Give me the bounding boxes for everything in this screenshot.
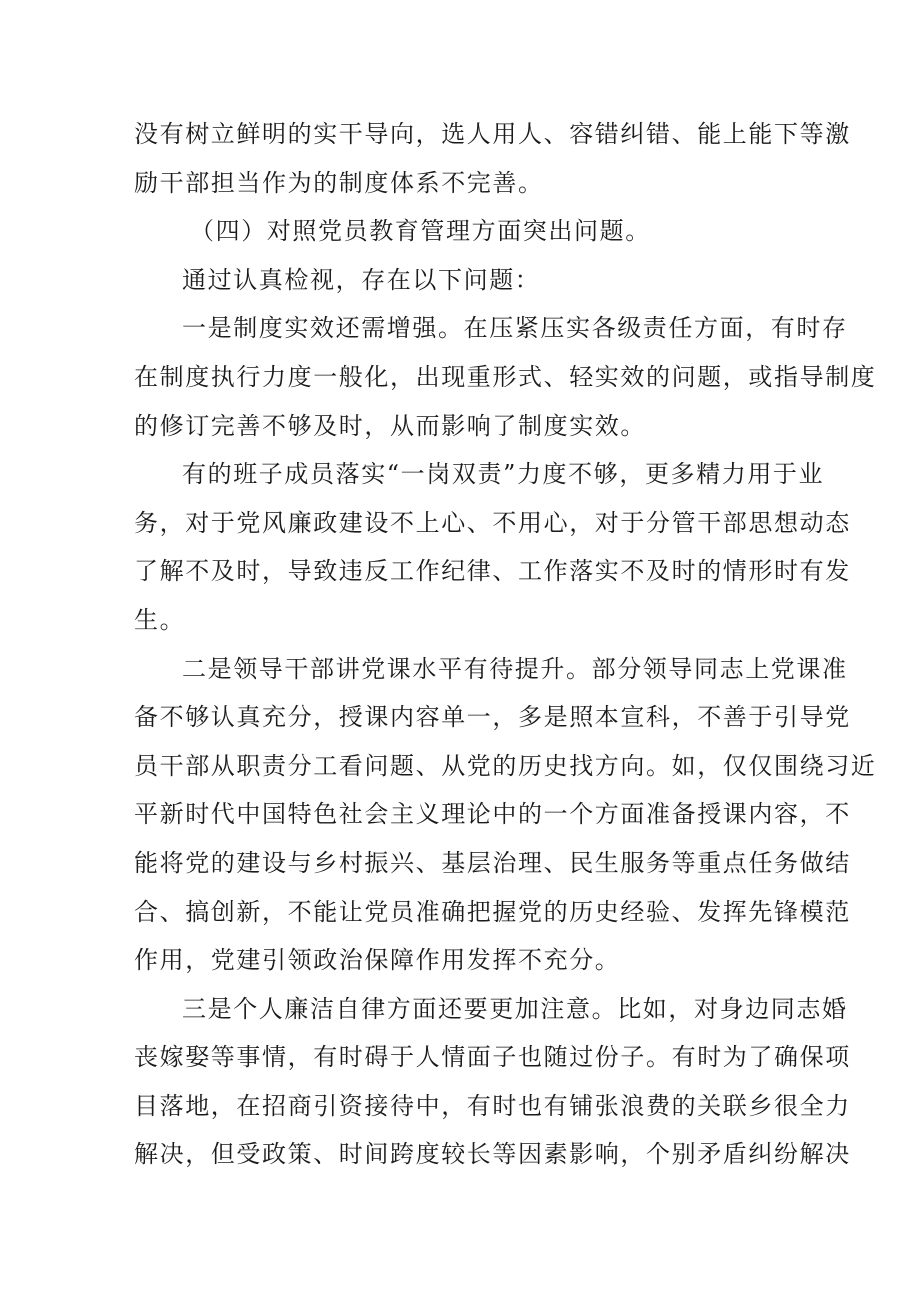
paragraph-line: 二是领导干部讲党课水平有待提升。部分领导同志上党课准	[182, 654, 848, 683]
paragraph-line: 了解不及时，导致违反工作纪律、工作落实不及时的情形时有发	[134, 557, 851, 586]
paragraph-line: 平新时代中国特色社会主义理论中的一个方面准备授课内容，不	[134, 800, 851, 829]
section-heading: （四）对照党员教育管理方面突出问题。	[190, 217, 651, 246]
paragraph-line: 一是制度实效还需增强。在压紧压实各级责任方面，有时存	[182, 314, 848, 343]
paragraph-line: 目落地，在招商引资接待中，有时也有铺张浪费的关联乡很全力	[134, 1091, 851, 1120]
paragraph-line: 生。	[134, 605, 186, 634]
paragraph-line: 的修订完善不够及时，从而影响了制度实效。	[134, 411, 646, 440]
paragraph-line: 备不够认真充分，授课内容单一，多是照本宣科，不善于引导党	[134, 703, 851, 732]
paragraph-line: 解决，但受政策、时间跨度较长等因素影响，个别矛盾纠纷解决	[134, 1140, 851, 1169]
paragraph-line: 没有树立鲜明的实干导向，选人用人、容错纠错、能上能下等激	[134, 120, 851, 148]
paragraph-line: 员干部从职责分工看问题、从党的历史找方向。如，仅仅围绕习近	[134, 751, 877, 780]
paragraph-line: 合、搞创新，不能让党员准确把握党的历史经验、发挥先锋模范	[134, 897, 851, 926]
paragraph-line: 丧嫁娶等事情，有时碍于人情面子也随过份子。有时为了确保项	[134, 1043, 851, 1072]
document-body	[134, 110, 877, 1179]
paragraph-line: 在制度执行力度一般化，出现重形式、轻实效的问题，或指导制度	[134, 362, 877, 391]
paragraph-line: 有的班子成员落实“一岗双责”力度不够，更多精力用于业	[182, 460, 825, 489]
paragraph-line: 能将党的建设与乡村振兴、基层治理、民生服务等重点任务做结	[134, 848, 851, 877]
paragraph-line: 三是个人廉洁自律方面还要更加注意。比如，对身边同志婚	[182, 994, 848, 1023]
paragraph-line: 通过认真检视，存在以下问题：	[182, 265, 541, 294]
paragraph-line: 作用，党建引领政治保障作用发挥不充分。	[134, 946, 621, 975]
paragraph-line: 务，对于党风廉政建设不上心、不用心，对于分管干部思想动态	[134, 508, 851, 537]
paragraph-line: 励干部担当作为的制度体系不完善。	[134, 168, 544, 197]
